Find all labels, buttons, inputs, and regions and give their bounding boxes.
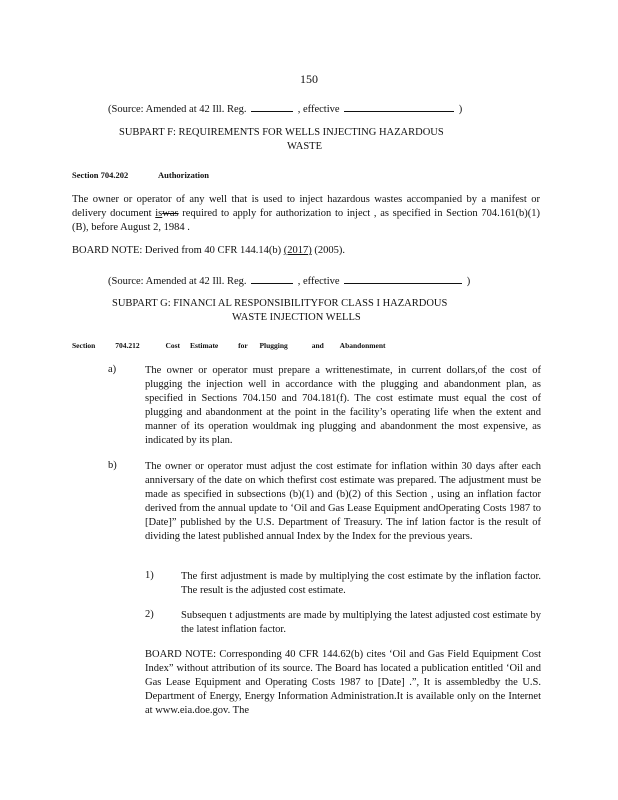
section-704-202-title: Authorization xyxy=(158,170,209,180)
board-note-text: (2005). xyxy=(311,245,345,256)
section-title-word: and xyxy=(311,341,324,350)
effective-date-blank xyxy=(344,101,454,112)
subpart-f-heading-line1: SUBPART F: REQUIREMENTS FOR WELLS INJECTING HAZARDOUS xyxy=(119,127,444,138)
item-a-text: The owner or operator must prepare a writtenestimate, in current dollars,of the cost of plugging the injection well in accordance with the plugging and abandonment plan, as specified in Sections 704.150 and 704.181(f). The cost estimate must equal the cost of plugging and abandonment at the point in the facility’s operating life when the extent and manner of its operation wouldmak ing plugging and abandonment the most expensive, as indicated by its plan. xyxy=(145,365,541,446)
section-704-202-number: Section 704.202 xyxy=(72,170,129,180)
board-note-text: BOARD NOTE: Derived from 40 CFR 144.14(b) xyxy=(72,245,284,256)
item-b-label: b) xyxy=(108,460,117,471)
board-note-1 xyxy=(72,245,345,256)
board-note-2: BOARD NOTE: Corresponding 40 CFR 144.62(b) cites ‘Oil and Gas Field Equipment Cost Index” without attribution of its source. The Board has located a publication entitled ‘Oil and Gas Lease Equipment and Operating Costs 1987 to [Date] .”, It is assembledby the U.S. Department of Energy, Energy Information Administration.It is available only on the Internet at www.eia.doe.gov. The xyxy=(145,649,541,716)
authorization-paragraph xyxy=(72,193,540,235)
item-b1-label: 1) xyxy=(145,570,154,581)
section-title-word: for xyxy=(238,341,248,350)
register-page-blank xyxy=(251,273,293,284)
register-page-blank xyxy=(251,101,293,112)
item-b1-text: The first adjustment is made by multiplying the cost estimate by the inflation factor. The result is the adjusted cost estimate. xyxy=(181,571,541,596)
section-title-word: Cost xyxy=(165,341,181,350)
section-title-word: Abandonment xyxy=(339,341,386,350)
inserted-text: is xyxy=(155,208,163,219)
section-label: Section xyxy=(72,341,96,350)
source-prefix: (Source: Amended at 42 Ill. Reg. xyxy=(108,104,247,115)
source-effective-label: , effective xyxy=(297,276,340,287)
item-b2-label: 2) xyxy=(145,609,154,620)
page-number: 150 xyxy=(300,72,318,86)
item-b2-text: Subsequen t adjustments are made by multiplying the latest adjusted cost estimate by the latest inflation factor. xyxy=(181,610,541,635)
item-b-text: The owner or operator must adjust the cost estimate for inflation within 30 days after each anniversary of the date on which thefirst cost estimate was prepared. The adjustment must be made as specified in subsections (b)(1) and (b)(2) of this Section , using an inflation factor derived from the annual update to ‘Oil and Gas Lease Equipment andOperating Costs 1987 to [Date]” published by the U.S. Department of Treasury. The inf lation factor is the result of dividing the latest published annual Index by the Index for the previous years. xyxy=(145,461,541,542)
section-704-212-heading xyxy=(72,341,386,350)
section-title-word: Plugging xyxy=(259,341,288,350)
source-effective-label: , effective xyxy=(297,104,340,115)
source-suffix: ) xyxy=(466,276,471,287)
source-suffix: ) xyxy=(458,104,463,115)
source-prefix: (Source: Amended at 42 Ill. Reg. xyxy=(108,276,247,287)
source-note-2 xyxy=(108,273,470,287)
paragraph-text: The owner or operator of any well that is used to inject hazardous wastes accompanied by a manifest or delivery document xyxy=(72,194,540,219)
deleted-text: was xyxy=(162,208,179,219)
subpart-f-heading-line2: WASTE xyxy=(287,141,322,152)
paragraph-text: required to apply for authorization to inject , as specified in Section 704.161(b)(1)(B), before August 2, 1984 . xyxy=(72,208,540,233)
item-a-label: a) xyxy=(108,364,117,375)
section-number: 704.212 xyxy=(115,341,140,350)
section-title-word: Estimate xyxy=(189,341,219,350)
effective-date-blank xyxy=(344,273,462,284)
inserted-year: (2017) xyxy=(283,245,312,256)
subpart-g-heading-line1: SUBPART G: FINANCI AL RESPONSIBILITYFOR CLASS I HAZARDOUS xyxy=(112,298,448,309)
source-note-1 xyxy=(108,101,462,115)
subpart-g-heading-line2: WASTE INJECTION WELLS xyxy=(232,312,361,323)
